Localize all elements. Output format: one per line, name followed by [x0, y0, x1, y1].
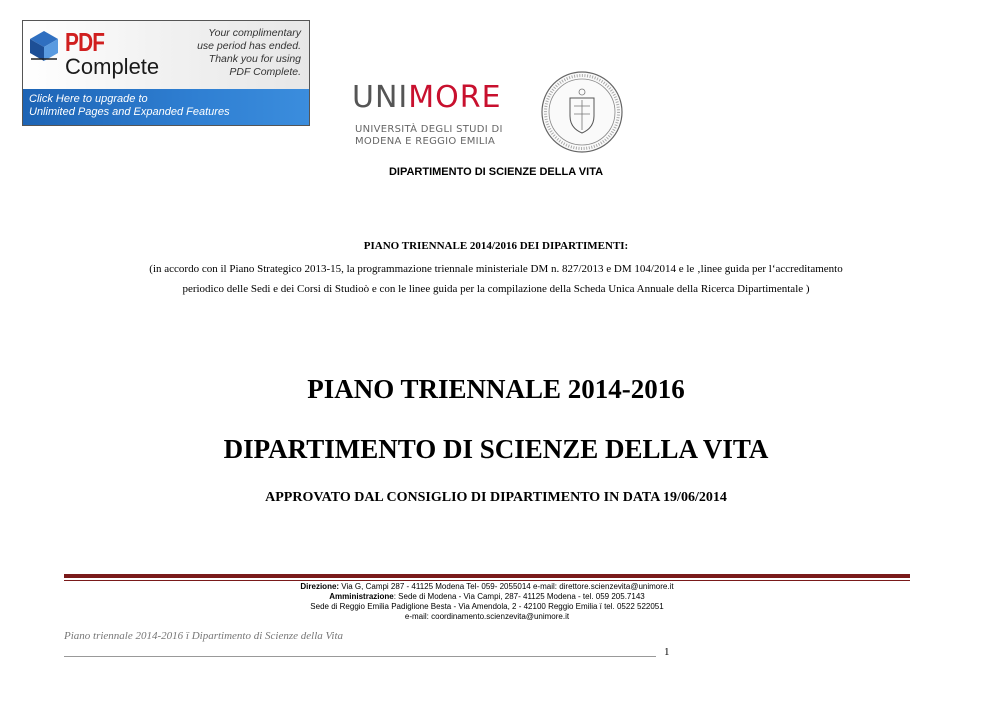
footer-reggio-line: Sede di Reggio Emilia Padiglione Besta - Via Amendola, 2 - 42100 Reggio Emilia ï tel. 0522 522051: [310, 602, 664, 611]
pdf-upgrade-link[interactable]: [23, 89, 309, 125]
plan-intro: [60, 259, 932, 299]
footer-direzione-line: [64, 582, 910, 592]
university-logo-text: [352, 80, 502, 115]
university-name-part1: UNI: [352, 80, 409, 115]
pdf-message-line: Your complimentary: [208, 27, 301, 39]
pdf-banner-top: [23, 21, 309, 89]
department-header: DIPARTIMENTO DI SCIENZE DELLA VITA: [388, 166, 604, 178]
university-subtitle-line: MODENA E REGGIO EMILIA: [355, 136, 496, 147]
pdf-complete-banner[interactable]: [22, 20, 310, 126]
pdf-trial-message: [161, 27, 301, 79]
footer-email-line: e-mail: coordinamento.scienzevita@unimore.it: [404, 612, 570, 621]
university-subtitle: [355, 124, 503, 148]
plan-intro-line: periodico delle Sedi e dei Corsi di Studioò e con le linee guida per la compilazione della Scheda Unica Annuale della Ricerca Dipartimentale ): [182, 283, 810, 295]
pdf-message-line: PDF Complete.: [229, 66, 301, 78]
footer-contacts: [64, 582, 910, 622]
pdf-upgrade-line[interactable]: Unlimited Pages and Expanded Features: [29, 106, 230, 118]
plan-heading: PIANO TRIENNALE 2014/2016 DEI DIPARTIMENTI:: [363, 240, 629, 252]
document-title: PIANO TRIENNALE 2014-2016: [307, 374, 685, 404]
footer-amministrazione-line: [64, 592, 910, 602]
university-subtitle-line: UNIVERSITÀ DEGLI STUDI DI: [355, 124, 503, 135]
footer-direzione-text: Via G, Campi 287 - 41125 Modena Tel- 059- 2055014 e-mail: direttore.scienzevita@unimore.it: [339, 582, 674, 591]
university-seal-icon: [540, 70, 624, 154]
pdf-complete-logo-icon: [27, 29, 61, 63]
document-subtitle: DIPARTIMENTO DI SCIENZE DELLA VITA: [223, 434, 769, 464]
pdf-brand-text: PDF: [65, 27, 105, 57]
footer-divider-thin: [64, 580, 910, 581]
pdf-message-line: Thank you for using: [208, 53, 301, 65]
footer-divider-thick: [64, 574, 910, 578]
pdf-message-line: use period has ended.: [197, 40, 301, 52]
running-footer-title: Piano triennale 2014-2016 ï Dipartimento di Scienze della Vita: [64, 630, 344, 642]
university-name-part2: MORE: [408, 80, 502, 115]
footer-direzione-label: Direzione:: [300, 582, 340, 591]
pdf-upgrade-line[interactable]: Click Here to upgrade to: [29, 93, 148, 105]
pdf-product-text: Complete: [65, 54, 160, 79]
page-number: 1: [664, 646, 670, 658]
approval-note: APPROVATO DAL CONSIGLIO DI DIPARTIMENTO IN DATA 19/06/2014: [265, 490, 727, 505]
running-footer-rule: [64, 656, 656, 657]
footer-amministrazione-text: : Sede di Modena - Via Campi, 287- 41125 Modena - tel. 059 205.7143: [393, 592, 645, 601]
plan-intro-line: (in accordo con il Piano Strategico 2013-15, la programmazione triennale ministeriale DM n. 827/2013 e DM 104/2014 e le ‚linee guida per l‘accreditamento: [149, 263, 843, 275]
footer-amministrazione-label: Amministrazione: [329, 592, 394, 601]
